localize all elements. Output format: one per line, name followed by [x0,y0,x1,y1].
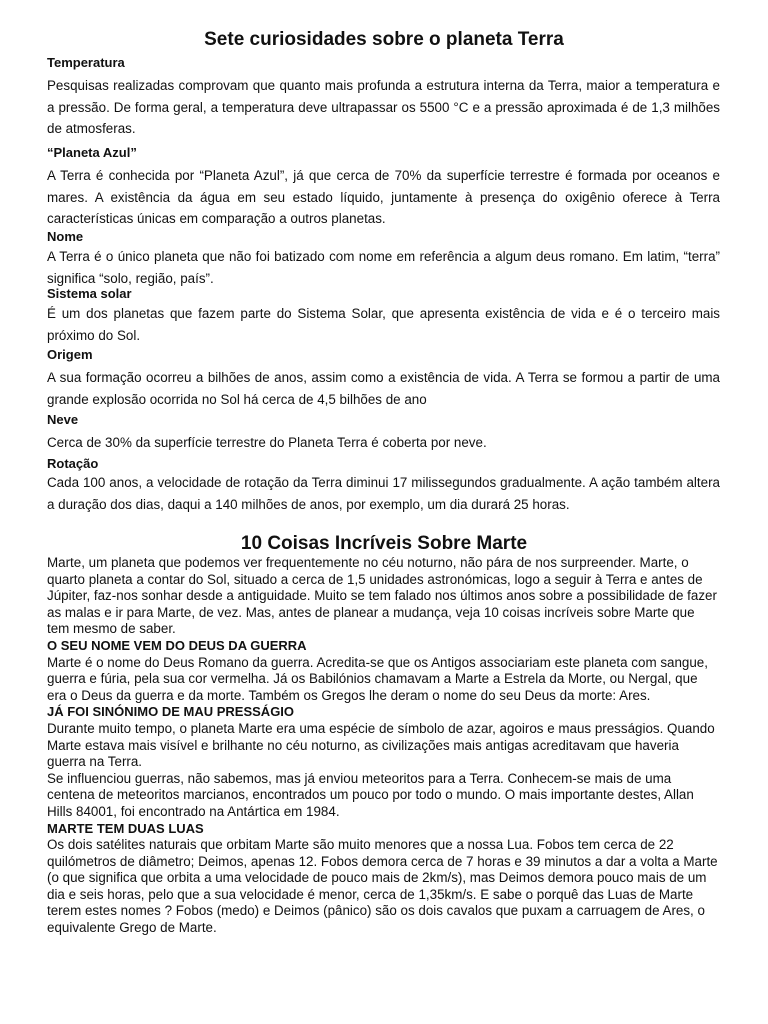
mars-heading-nome: O SEU NOME VEM DO DEUS DA GUERRA [47,637,307,653]
section-text: É um dos planetas que fazem parte do Sistema Solar, que apresenta existência de vida e é o terceiro mais próximo do Sol. [47,306,720,343]
earth-section-temperatura [47,55,720,140]
mars-paragraph: Durante muito tempo, o planeta Marte era uma espécie de símbolo de azar, agoiros e maus presságios. Quando Marte estava mais visível e brilhante no céu noturno, as civilizações mais antigas acreditavam que haveria guerra na Terra. [47,720,715,770]
earth-section-origem [47,347,720,410]
section-heading: Rotação [47,456,99,471]
mars-paragraph: Marte é o nome do Deus Romano da guerra. Acredita-se que os Antigos associariam este planeta com sangue, guerra e fúria, pela sua cor vermelha. Já os Babilónios chamavam a Marte a Estrela da Morte, ou Nergal, que era o Deus da guerra e da morte. Também os Gregos lhe deram o nome do seu Deus da morte: Ares. [47,654,708,703]
earth-section-sistema-solar [47,286,720,346]
section-text: A Terra é conhecida por “Planeta Azul”, já que cerca de 70% da superfície terrestre é formada por oceanos e mares. A existência da água em seu estado líquido, juntamente à presença do oxigênio oferece à Terra características únicas em comparação a outros planetas. [47,168,720,226]
earth-section-neve [47,412,720,454]
section-text: Cada 100 anos, a velocidade de rotação da Terra diminui 17 milissegundos gradualmente. A ação também altera a duração dos dias, daqui a 140 milhões de anos, por exemplo, um dia durará 25 horas. [47,475,720,512]
mars-content [47,555,720,937]
section-text: A Terra é o único planeta que não foi batizado com nome em referência a algum deus romano. Em latim, “terra” significa “solo, região, país”. [47,249,720,286]
section-text: A sua formação ocorreu a bilhões de anos, assim como a existência de vida. A Terra se formou a partir de uma grande explosão ocorrida no Sol há cerca de 4,5 bilhões de ano [47,370,720,407]
mars-heading-presagio: JÁ FOI SINÓNIMO DE MAU PRESSÁGIO [47,704,295,720]
mars-intro: Marte, um planeta que podemos ver frequentemente no céu noturno, não pára de nos surpreender. Marte, o quarto planeta a contar do Sol, situado a cerca de 1,5 unidades astronómicas, logo a seguir à Terra e antes de Júpiter, faz-nos sonhar desde a antiguidade. Muito se tem falado nos últimos anos sobre a possibilidade de fazer as malas e ir para Marte, de vez. Mas, antes de planear a mudança, veja 10 coisas incríveis sobre Marte que tem mesmo de saber. [47,555,717,637]
section-heading: “Planeta Azul” [47,145,137,160]
document-title-earth: Sete curiosidades sobre o planeta Terra [204,29,564,50]
earth-section-rotacao [47,456,720,515]
section-text: Cerca de 30% da superfície terrestre do Planeta Terra é coberta por neve. [47,435,487,450]
document-title-mars: 10 Coisas Incríveis Sobre Marte [240,533,528,554]
section-heading: Sistema solar [47,286,132,301]
earth-section-planeta-azul [47,145,720,230]
earth-section-nome [47,229,720,289]
section-heading: Neve [47,412,79,427]
section-heading: Origem [47,347,93,362]
section-heading: Temperatura [47,55,125,70]
mars-heading-luas: MARTE TEM DUAS LUAS [47,820,204,836]
mars-paragraph: Se influenciou guerras, não sabemos, mas já enviou meteoritos para a Terra. Conhecem-se mais de uma centena de meteoritos marcianos, encontrados um pouco por todo o mundo. O mais importante destes, Allan Hills 84001, foi encontrado na Antártica em 1984. [47,770,694,819]
section-text: Pesquisas realizadas comprovam que quanto mais profunda a estrutura interna da Terra, maior a temperatura e a pressão. De forma geral, a temperatura deve ultrapassar os 5500 °C e a pressão aproximada é de 1,3 milhões de atmosferas. [47,78,720,136]
mars-paragraph: Os dois satélites naturais que orbitam Marte são muito menores que a nossa Lua. Fobos tem cerca de 22 quilómetros de diâmetro; Deimos, apenas 12. Fobos demora cerca de 7 horas e 39 minutos a dar a volta a Marte (o que significa que orbita a uma velocidade de pouco mais de 2km/s), mas Deimos demora pouco mais de um dia e seis horas, pelo que a sua velocidade é menor, cerca de 1,35km/s. E sabe o porquê das Luas de Marte terem estes nomes ? Fobos (medo) e Deimos (pânico) são os dois cavalos que puxam a carruagem de Ares, o equivalente Grego de Marte. [47,837,718,936]
section-heading: Nome [47,229,84,244]
